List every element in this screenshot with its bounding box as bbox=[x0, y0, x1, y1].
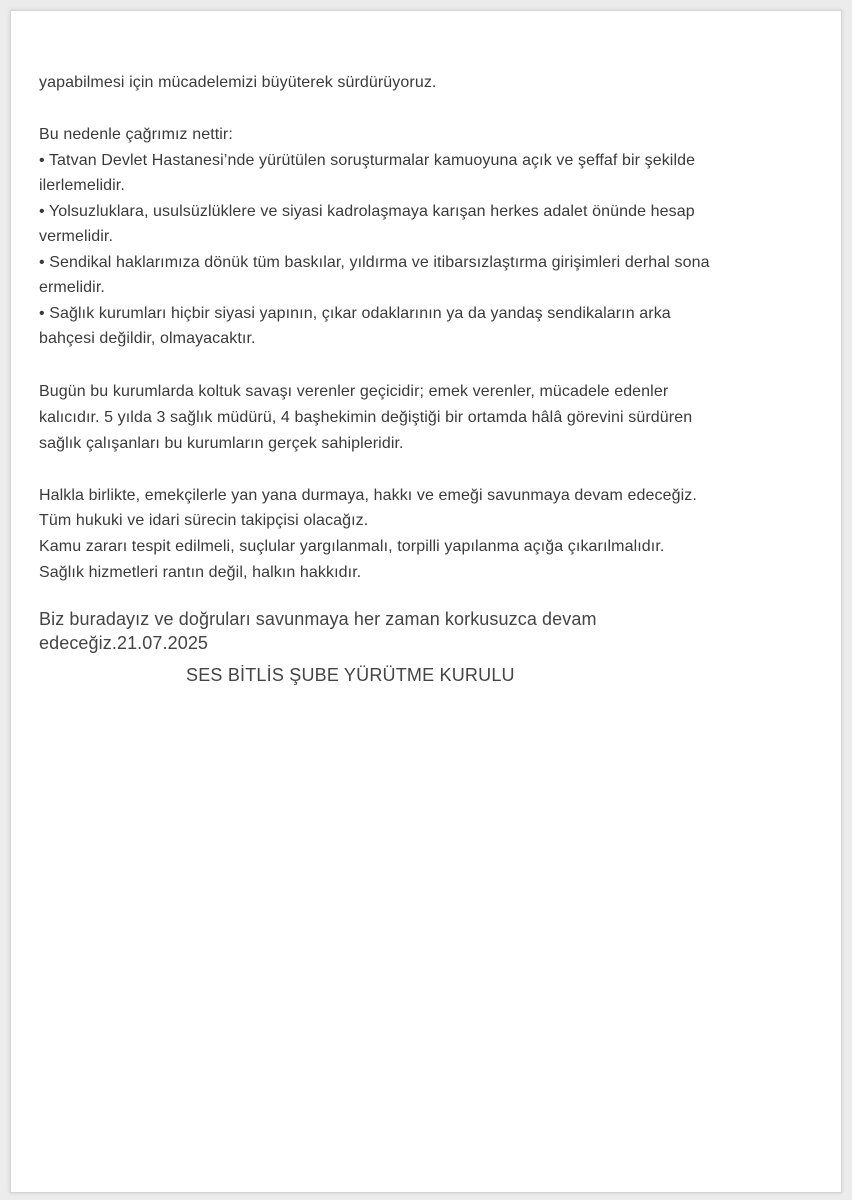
bullet-item-continuation: ermelidir. bbox=[39, 279, 105, 296]
call-heading: Bu nedenle çağrımız nettir: bbox=[39, 126, 233, 143]
paragraph-line: Kamu zararı tespit edilmeli, suçlular yargılanmalı, torpilli yapılanma açığa çıkarılmalıdır. bbox=[39, 538, 665, 555]
bullet-item: • Sağlık kurumları hiçbir siyasi yapının, çıkar odaklarının ya da yandaş sendikaların arka bbox=[39, 305, 671, 322]
document-body bbox=[11, 11, 841, 1192]
paragraph-line: Halkla birlikte, emekçilerle yan yana durmaya, hakkı ve emeği savunmaya devam edeceğiz. bbox=[39, 487, 697, 504]
closing-statement-date: edeceğiz.21.07.2025 bbox=[39, 633, 209, 653]
signature-line: SES BİTLİS ŞUBE YÜRÜTME KURULU bbox=[186, 665, 515, 685]
bullet-item-continuation: bahçesi değildir, olmayacaktır. bbox=[39, 330, 256, 347]
document-page bbox=[10, 10, 842, 1193]
paragraph-line: kalıcıdır. 5 yılda 3 sağlık müdürü, 4 başhekimin değiştiği bir ortamda hâlâ görevini sürdüren bbox=[39, 409, 693, 426]
paragraph-line: sağlık çalışanları bu kurumların gerçek sahipleridir. bbox=[39, 435, 404, 452]
closing-statement: Biz buradayız ve doğruları savunmaya her zaman korkusuzca devam bbox=[39, 609, 597, 629]
bullet-item: • Sendikal haklarımıza dönük tüm baskılar, yıldırma ve itibarsızlaştırma girişimleri derhal sona bbox=[39, 254, 710, 271]
paragraph-line: Bugün bu kurumlarda koltuk savaşı verenler geçicidir; emek verenler, mücadele edenler bbox=[39, 383, 669, 400]
paragraph-line: Tüm hukuki ve idari sürecin takipçisi olacağız. bbox=[39, 512, 369, 529]
bullet-item: • Yolsuzluklara, usulsüzlüklere ve siyasi kadrolaşmaya karışan herkes adalet önünde hesap bbox=[39, 203, 695, 220]
paragraph-line: Sağlık hizmetleri rantın değil, halkın hakkıdır. bbox=[39, 564, 362, 581]
bullet-item: • Tatvan Devlet Hastanesi’nde yürütülen soruşturmalar kamuoyuna açık ve şeffaf bir şekilde bbox=[39, 152, 696, 169]
bullet-item-continuation: vermelidir. bbox=[39, 228, 114, 245]
intro-line: yapabilmesi için mücadelemizi büyüterek sürdürüyoruz. bbox=[39, 74, 437, 91]
bullet-item-continuation: ilerlemelidir. bbox=[39, 177, 125, 194]
